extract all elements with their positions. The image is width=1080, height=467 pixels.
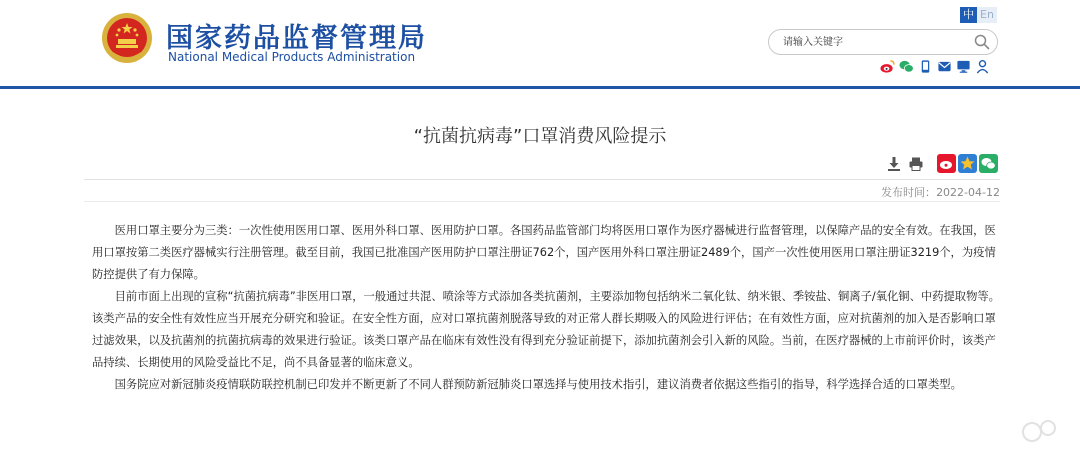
monitor-icon[interactable] xyxy=(956,59,971,74)
site-header xyxy=(0,0,1080,86)
email-icon[interactable] xyxy=(937,59,952,74)
publish-date-label: 发布时间： xyxy=(881,186,937,199)
wechat-icon[interactable] xyxy=(899,59,914,74)
qzone-share-icon[interactable] xyxy=(958,154,977,173)
weibo-icon[interactable] xyxy=(880,59,895,74)
article-paragraph: 医用口罩主要分为三类：一次性使用医用口罩、医用外科口罩、医用防护口罩。各国药品监管部门均将医用口罩作为医疗器械进行监督管理，以保障产品的安全有效。在我国，医用口罩按第二类医疗器械实行注册管理。截至目前，我国已批准国产医用防护口罩注册证762个，国产医用外科口罩注册证2489个，国产一次性使用医用口罩注册证3219个，为疫情防控提供了有力保障。 xyxy=(92,224,996,281)
weibo-share-icon[interactable] xyxy=(937,154,956,173)
site-title-cn[interactable]: 国家药品监督管理局 xyxy=(166,23,427,54)
search-icon[interactable] xyxy=(973,33,991,51)
publish-date-value: 2022-04-12 xyxy=(936,186,1000,199)
article-tools xyxy=(886,156,924,172)
print-icon[interactable] xyxy=(908,156,924,172)
site-title-en[interactable]: National Medical Products Administration xyxy=(168,50,416,64)
share-buttons xyxy=(937,154,998,173)
lang-zh-button[interactable]: 中 xyxy=(960,7,977,23)
search-input[interactable] xyxy=(781,33,965,51)
title-divider xyxy=(84,179,1000,180)
publish-date xyxy=(881,184,1000,200)
national-emblem-icon xyxy=(101,12,153,64)
social-links xyxy=(880,59,990,74)
language-switch xyxy=(960,7,997,23)
download-icon[interactable] xyxy=(886,156,902,172)
search-box xyxy=(768,29,998,55)
watermark-icon xyxy=(1018,412,1068,452)
article-title: “抗菌抗病毒”口罩消费风险提示 xyxy=(413,126,667,147)
article-body xyxy=(92,220,1000,396)
user-icon[interactable] xyxy=(975,59,990,74)
article-paragraph: 目前市面上出现的宣称“抗菌抗病毒”非医用口罩，一般通过共混、喷涂等方式添加各类抗菌剂，主要添加物包括纳米二氧化钛、纳米银、季铵盐、铜离子/氧化铜、中药提取物等。该类产品的安全性有效性应当开展充分研究和验证。在安全性方面，应对口罩抗菌剂脱落导致的对正常人群长期吸入的风险进行评估；在有效性方面，应对抗菌剂的加入是否影响口罩过滤效果，以及抗菌剂的抗菌抗病毒的效果进行验证。该类口罩产品在临床有效性没有得到充分验证前提下，添加抗菌剂会引入新的风险。当前，在医疗器械的上市前评价时，该类产品持续、长期使用的风险受益比不足，尚不具备显著的临床意义。 xyxy=(92,290,1000,369)
date-divider xyxy=(84,201,1000,202)
article-paragraph: 国务院应对新冠肺炎疫情联防联控机制已印发并不断更新了不同人群预防新冠肺炎口罩选择与使用技术指引，建议消费者依据这些指引的指导，科学选择合适的口罩类型。 xyxy=(114,378,962,391)
header-divider xyxy=(0,86,1080,89)
wechat-share-icon[interactable] xyxy=(979,154,998,173)
lang-en-button[interactable]: En xyxy=(977,7,997,23)
mobile-icon[interactable] xyxy=(918,59,933,74)
